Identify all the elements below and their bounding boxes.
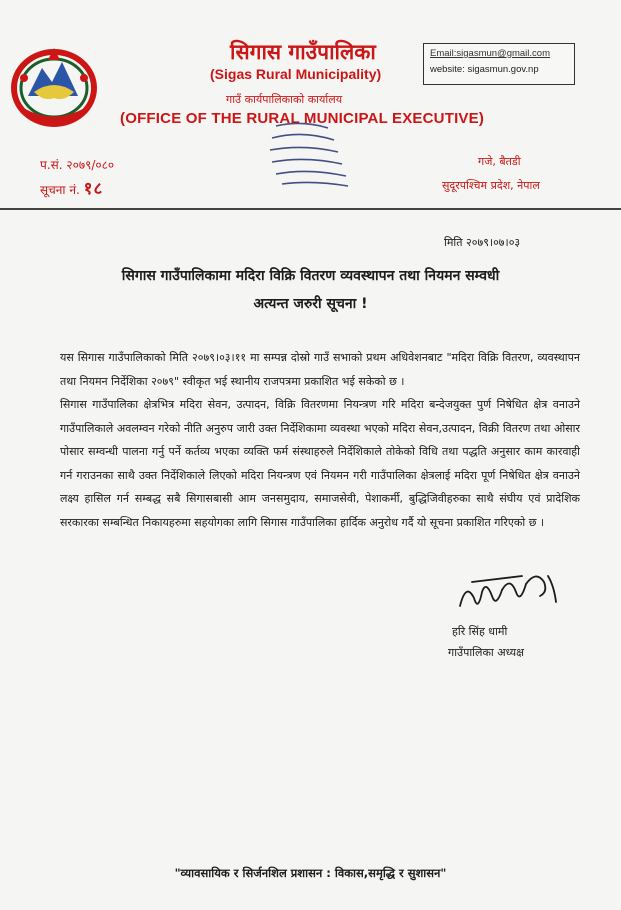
nepal-emblem-icon	[4, 38, 104, 134]
body-paragraph-1: यस सिगास गाउँपालिकाको मिति २०७९।०३।११ मा सम्पन्न दोस्रो गाउँ सभाको प्रथम अधिवेशनबाट "मदिरा विक्रि वितरण, व्यवस्थापन तथा नियमन निर्देशिका २०७९" स्वीकृत भई स्थानीय राजपत्रमा प्रकाशित भई सकेको छ ।	[60, 351, 580, 388]
notice-number-label: सूचना नं.	[40, 183, 80, 197]
reference-number: प.सं. २०७९/०८०	[40, 158, 115, 172]
office-name-nepali: गाउँ कार्यपालिकाको कार्यालय	[226, 93, 343, 106]
municipality-title-nepali: सिगास गाउँपालिका	[230, 40, 376, 64]
office-name-english: (OFFICE OF THE RURAL MUNICIPAL EXECUTIVE)	[120, 110, 485, 127]
body-paragraph-2: सिगास गाउँपालिका क्षेत्रभित्र मदिरा सेवन, उत्पादन, विक्रि वितरणमा नियन्त्रण गरि मदिरा बन्देजयुक्त पुर्ण निषेधित क्षेत्र वनाउने गाउँपालिकाले अवलम्वन गरेको नीति अनुरुप जारी उक्त निर्देशिकामा व्यवस्था भएको मदिरा सेवन,उत्पादन, विक्री वितरण तथा ओसार पोसार सम्वन्धी पालना गर्नु पर्ने कर्तव्य भएका व्यक्ति फर्म संस्थाहरुले निर्देशिकाले तोकेको विधि तथा पद्धति अनुसार काम कारवाही गर्न गराउनका साथै उक्त निर्देशिकाले लिएको मदिरा नियन्त्रण एवं नियमन गरी गाउँपालिका क्षेत्रलाई मदिरा पूर्ण निषेधित क्षेत्र वनाउने लक्ष्य हासिल गर्न सम्बद्ध सबै सिगासबासी आम जनसमुदाय, समाजसेवी, पेशाकर्मी, बुद्धिजिवीहरुका साथै संघीय एवं प्रादेशिक सरकारका सम्बन्धित निकायहरुमा सहयोगका लागि सिगास गाउँपालिका हार्दिक अनुरोध गर्दै यो सूचना प्रकाशित गरिएको छ ।	[60, 398, 580, 529]
subject-line-2: अत्यन्त जरुरी सूचना !	[253, 296, 368, 312]
office-stamp-icon	[262, 118, 354, 192]
address-line-2: सुदूरपश्चिम प्रदेश, नेपाल	[442, 179, 540, 192]
subject-line-1: सिगास गाउँपालिकामा मदिरा विक्रि वितरण व्यवस्थापन तथा नियमन सम्वधी	[121, 268, 500, 284]
notice-number-value: १८	[83, 179, 104, 199]
notice-body	[60, 346, 580, 534]
notice-number-line	[40, 176, 103, 199]
signer-title: गाउँपालिका अध्यक्ष	[448, 646, 525, 659]
municipality-title-english: (Sigas Rural Municipality)	[210, 66, 382, 82]
header-divider	[0, 208, 621, 210]
notice-date: मिति २०७९।०७।०३	[444, 236, 521, 249]
contact-email: Email:sigasmun@gmail.com	[430, 48, 550, 59]
footer-slogan: "व्यावसायिक र सिर्जनशिल प्रशासन : विकास,समृद्धि र सुशासन"	[174, 866, 447, 880]
contact-website: website: sigasmun.gov.np	[430, 64, 539, 75]
address-line-1: गजे, बैतडी	[478, 155, 521, 168]
contact-box	[423, 43, 575, 85]
signature-icon	[452, 562, 564, 622]
signer-name: हरि सिंह धामी	[452, 625, 508, 638]
